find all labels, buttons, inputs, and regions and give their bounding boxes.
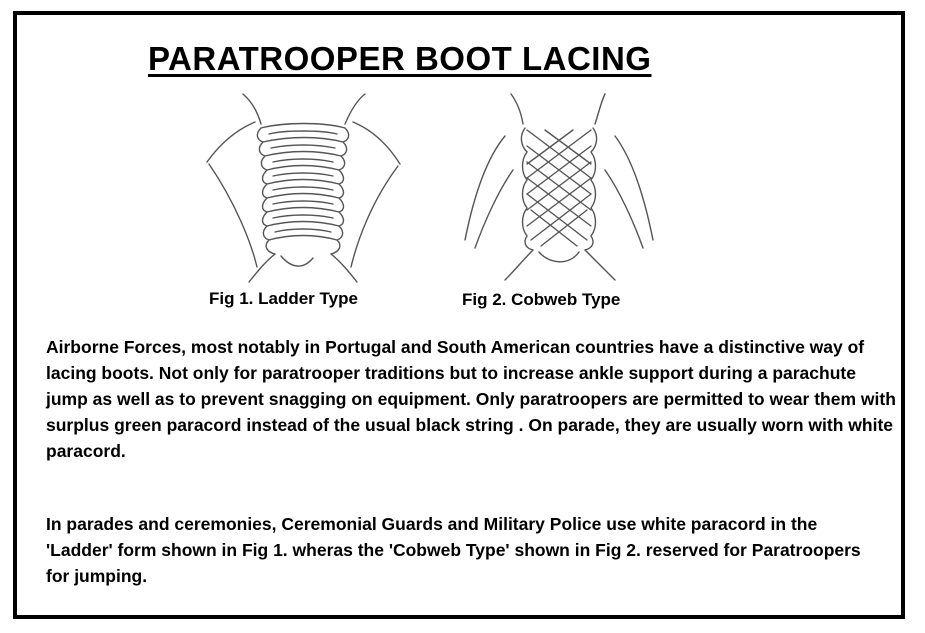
fig2-caption: Fig 2. Cobweb Type [462, 290, 621, 309]
body-paragraph: Airborne Forces, most notably in Portugal and South American countries have a distinctive way of lacing boots. Not only for paratrooper traditions but to increase ankle support during a parachute jump as well as to prevent snagging on equipment. Only paratroopers are permitted to wear them with surplus green paracord instead of the usual black string . On parade, they are usually worn with white paracord. [46, 337, 896, 461]
page-title: PARATROOPER BOOT LACING [148, 40, 652, 77]
body-paragraph: In parades and ceremonies, Ceremonial Guards and Military Police use white paracord in the 'Ladder' form shown in Fig 1. wheras the 'Cobweb Type' shown in Fig 2. reserved for Paratroopers for jumping. [46, 514, 861, 586]
cobweb-lacing-illustration [455, 90, 665, 290]
fig1-caption: Fig 1. Ladder Type [209, 289, 358, 308]
ladder-lacing-illustration [195, 92, 410, 287]
